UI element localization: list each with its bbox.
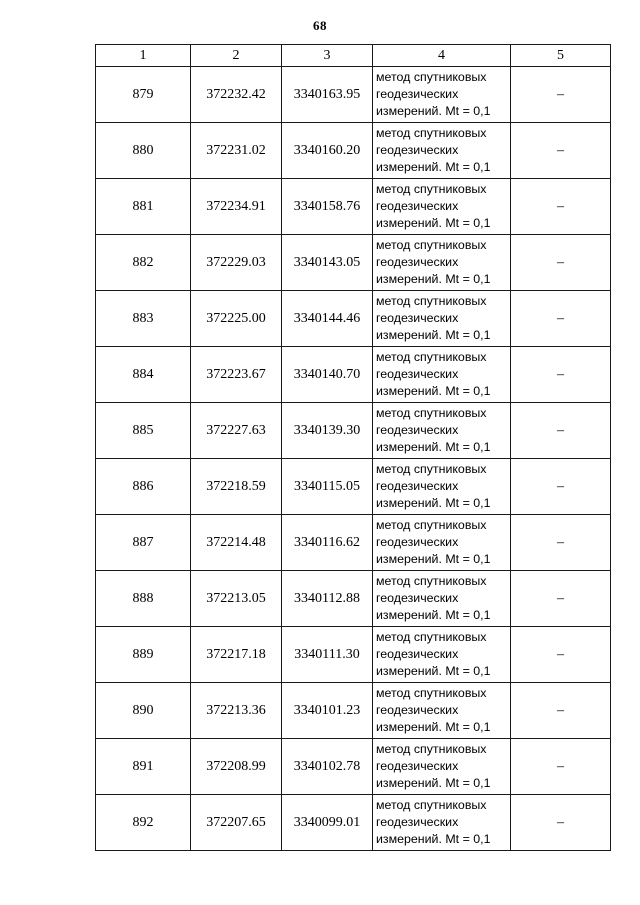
method-text-line: метод спутниковых <box>376 798 487 812</box>
note-cell: – <box>511 795 611 851</box>
y-coordinate-cell: 3340160.20 <box>282 123 373 179</box>
x-coordinate-cell: 372231.02 <box>191 123 282 179</box>
method-text-line: геодезических <box>376 815 459 829</box>
x-coordinate-cell: 372208.99 <box>191 739 282 795</box>
header-col-3: 3 <box>282 45 373 67</box>
x-coordinate-cell: 372229.03 <box>191 235 282 291</box>
y-coordinate-cell: 3340143.05 <box>282 235 373 291</box>
method-text-line: измерений. Mt = 0,1 <box>376 608 491 622</box>
y-coordinate-cell: 3340102.78 <box>282 739 373 795</box>
method-cell <box>373 67 511 123</box>
method-text-line: геодезических <box>376 143 459 157</box>
point-number-cell: 888 <box>96 571 191 627</box>
method-text-line: геодезических <box>376 367 459 381</box>
method-text-line: метод спутниковых <box>376 238 487 252</box>
y-coordinate-cell: 3340115.05 <box>282 459 373 515</box>
method-cell <box>373 347 511 403</box>
method-text-line: измерений. Mt = 0,1 <box>376 776 491 790</box>
note-cell: – <box>511 627 611 683</box>
point-number-cell: 879 <box>96 67 191 123</box>
point-number-cell: 885 <box>96 403 191 459</box>
x-coordinate-cell: 372217.18 <box>191 627 282 683</box>
method-text-line: измерений. Mt = 0,1 <box>376 832 491 846</box>
method-text-line: геодезических <box>376 311 459 325</box>
method-text-line: метод спутниковых <box>376 574 487 588</box>
y-coordinate-cell: 3340099.01 <box>282 795 373 851</box>
method-text-line: измерений. Mt = 0,1 <box>376 440 491 454</box>
note-cell: – <box>511 739 611 795</box>
table-header <box>96 45 611 67</box>
x-coordinate-cell: 372223.67 <box>191 347 282 403</box>
note-cell: – <box>511 459 611 515</box>
method-cell <box>373 459 511 515</box>
table-row <box>96 627 611 683</box>
method-text-line: геодезических <box>376 255 459 269</box>
table-row <box>96 795 611 851</box>
method-cell <box>373 795 511 851</box>
x-coordinate-cell: 372214.48 <box>191 515 282 571</box>
method-text-line: геодезических <box>376 423 459 437</box>
method-text-line: измерений. Mt = 0,1 <box>376 160 491 174</box>
header-col-5: 5 <box>511 45 611 67</box>
coordinates-table <box>95 44 611 851</box>
method-text-line: метод спутниковых <box>376 126 487 140</box>
table-row <box>96 459 611 515</box>
point-number-cell: 880 <box>96 123 191 179</box>
method-cell <box>373 739 511 795</box>
method-text-line: измерений. Mt = 0,1 <box>376 720 491 734</box>
note-cell: – <box>511 347 611 403</box>
method-text-line: метод спутниковых <box>376 294 487 308</box>
header-col-1: 1 <box>96 45 191 67</box>
method-cell <box>373 123 511 179</box>
method-text-line: измерений. Mt = 0,1 <box>376 664 491 678</box>
x-coordinate-cell: 372225.00 <box>191 291 282 347</box>
note-cell: – <box>511 67 611 123</box>
point-number-cell: 883 <box>96 291 191 347</box>
method-text-line: геодезических <box>376 87 459 101</box>
table-row <box>96 123 611 179</box>
method-text-line: геодезических <box>376 479 459 493</box>
method-text-line: измерений. Mt = 0,1 <box>376 384 491 398</box>
method-text-line: метод спутниковых <box>376 182 487 196</box>
point-number-cell: 890 <box>96 683 191 739</box>
table-row <box>96 291 611 347</box>
y-coordinate-cell: 3340112.88 <box>282 571 373 627</box>
table-body <box>96 67 611 851</box>
point-number-cell: 887 <box>96 515 191 571</box>
x-coordinate-cell: 372213.36 <box>191 683 282 739</box>
x-coordinate-cell: 372207.65 <box>191 795 282 851</box>
method-text-line: метод спутниковых <box>376 350 487 364</box>
method-text-line: метод спутниковых <box>376 406 487 420</box>
table-row <box>96 235 611 291</box>
x-coordinate-cell: 372227.63 <box>191 403 282 459</box>
header-row <box>96 45 611 67</box>
method-text-line: метод спутниковых <box>376 462 487 476</box>
method-text-line: метод спутниковых <box>376 70 487 84</box>
method-text-line: геодезических <box>376 703 459 717</box>
method-text-line: метод спутниковых <box>376 742 487 756</box>
method-text-line: геодезических <box>376 535 459 549</box>
table-row <box>96 571 611 627</box>
table-row <box>96 403 611 459</box>
note-cell: – <box>511 571 611 627</box>
method-text-line: геодезических <box>376 591 459 605</box>
x-coordinate-cell: 372234.91 <box>191 179 282 235</box>
method-cell <box>373 683 511 739</box>
y-coordinate-cell: 3340140.70 <box>282 347 373 403</box>
y-coordinate-cell: 3340116.62 <box>282 515 373 571</box>
point-number-cell: 881 <box>96 179 191 235</box>
method-text-line: метод спутниковых <box>376 630 487 644</box>
method-cell <box>373 179 511 235</box>
y-coordinate-cell: 3340158.76 <box>282 179 373 235</box>
method-text-line: измерений. Mt = 0,1 <box>376 496 491 510</box>
method-text-line: измерений. Mt = 0,1 <box>376 104 491 118</box>
table-row <box>96 347 611 403</box>
point-number-cell: 892 <box>96 795 191 851</box>
page-number: 68 <box>313 18 327 33</box>
method-text-line: геодезических <box>376 759 459 773</box>
point-number-cell: 891 <box>96 739 191 795</box>
method-text-line: измерений. Mt = 0,1 <box>376 216 491 230</box>
note-cell: – <box>511 235 611 291</box>
method-cell <box>373 571 511 627</box>
point-number-cell: 882 <box>96 235 191 291</box>
note-cell: – <box>511 683 611 739</box>
table-row <box>96 67 611 123</box>
method-text-line: метод спутниковых <box>376 686 487 700</box>
note-cell: – <box>511 123 611 179</box>
y-coordinate-cell: 3340139.30 <box>282 403 373 459</box>
method-cell <box>373 235 511 291</box>
y-coordinate-cell: 3340111.30 <box>282 627 373 683</box>
method-text-line: измерений. Mt = 0,1 <box>376 328 491 342</box>
method-cell <box>373 627 511 683</box>
method-cell <box>373 515 511 571</box>
note-cell: – <box>511 291 611 347</box>
y-coordinate-cell: 3340101.23 <box>282 683 373 739</box>
point-number-cell: 886 <box>96 459 191 515</box>
y-coordinate-cell: 3340144.46 <box>282 291 373 347</box>
y-coordinate-cell: 3340163.95 <box>282 67 373 123</box>
table-row <box>96 683 611 739</box>
note-cell: – <box>511 179 611 235</box>
method-text-line: геодезических <box>376 647 459 661</box>
point-number-cell: 884 <box>96 347 191 403</box>
note-cell: – <box>511 515 611 571</box>
method-text-line: измерений. Mt = 0,1 <box>376 272 491 286</box>
header-col-2: 2 <box>191 45 282 67</box>
note-cell: – <box>511 403 611 459</box>
method-cell <box>373 291 511 347</box>
x-coordinate-cell: 372232.42 <box>191 67 282 123</box>
table-row <box>96 515 611 571</box>
header-col-4: 4 <box>373 45 511 67</box>
method-cell <box>373 403 511 459</box>
x-coordinate-cell: 372218.59 <box>191 459 282 515</box>
method-text-line: измерений. Mt = 0,1 <box>376 552 491 566</box>
x-coordinate-cell: 372213.05 <box>191 571 282 627</box>
table-row <box>96 179 611 235</box>
method-text-line: геодезических <box>376 199 459 213</box>
point-number-cell: 889 <box>96 627 191 683</box>
table-row <box>96 739 611 795</box>
method-text-line: метод спутниковых <box>376 518 487 532</box>
